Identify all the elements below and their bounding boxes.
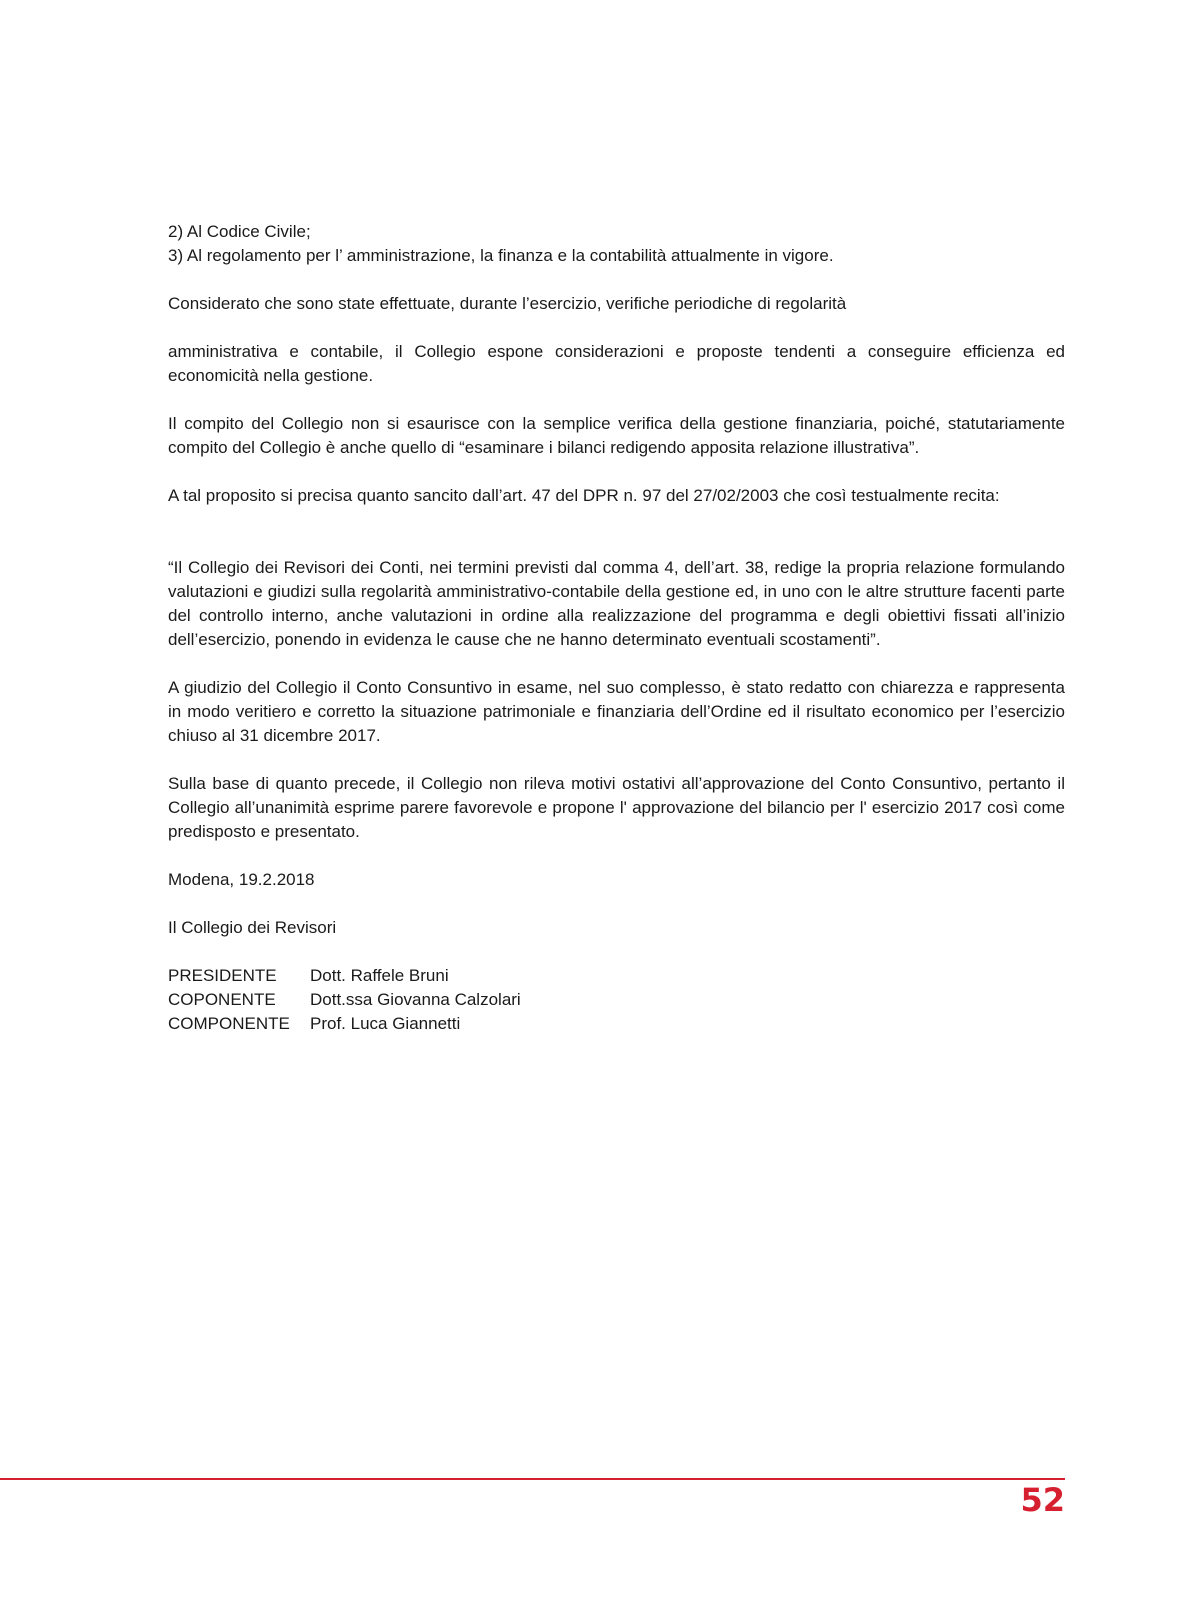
signatory-name: Prof. Luca Giannetti bbox=[310, 1014, 461, 1033]
signatory-row bbox=[168, 964, 1065, 988]
footer-divider bbox=[0, 1478, 1065, 1480]
signatory-name: Dott. Raffele Bruni bbox=[310, 966, 449, 985]
paragraph-proposito: A tal proposito si precisa quanto sancito dall’art. 47 del DPR n. 97 del 27/02/2003 che così testualmente recita: bbox=[168, 486, 1000, 505]
signatory-role: PRESIDENTE bbox=[168, 966, 277, 985]
list-item-codice-civile: 2) Al Codice Civile; bbox=[168, 222, 311, 241]
list-item-regolamento: 3) Al regolamento per l’ amministrazione, la finanza e la contabilità attualmente in vigore. bbox=[168, 246, 834, 265]
paragraph-compito: Il compito del Collegio non si esaurisce con la semplice verifica della gestione finanziaria, poiché, statutariamente compito del Collegio è anche quello di “esaminare i bilanci redigendo apposita relazione illustrativa”. bbox=[168, 414, 1065, 457]
paragraph-giudizio: A giudizio del Collegio il Conto Consuntivo in esame, nel suo complesso, è stato redatto con chiarezza e rappresenta in modo veritiero e corretto la situazione patrimoniale e finanziaria dell’Ordine ed il risultato economico per l’esercizio chiuso al 31 dicembre 2017. bbox=[168, 678, 1065, 745]
place-date: Modena, 19.2.2018 bbox=[168, 870, 315, 889]
quotation-dpr-art-47: “Il Collegio dei Revisori dei Conti, nei termini previsti dal comma 4, dell’art. 38, redige la propria relazione formulando valutazioni e giudizi sulla regolarità amministrativo-contabile della gestione ed, in uno con le altre strutture facenti parte del controllo interno, anche valutazioni in ordine alla realizzazione del programma e degli obiettivi fissati all’inizio dell’esercizio, ponendo in evidenza le cause che ne hanno determinato eventuali scostamenti”. bbox=[168, 558, 1065, 649]
paragraph-conclusione: Sulla base di quanto precede, il Collegio non rileva motivi ostativi all’approvazione del Conto Consuntivo, pertanto il Collegio all’unanimità esprime parere favorevole e propone l' approvazione del bilancio per l' esercizio 2017 così come predisposto e presentato. bbox=[168, 774, 1065, 841]
paragraph-verifiche-part-1: Considerato che sono state effettuate, durante l’esercizio, verifiche periodiche di regolarità bbox=[168, 294, 847, 313]
signatory-role: COPONENTE bbox=[168, 990, 276, 1009]
page-number: 52 bbox=[1020, 1481, 1065, 1519]
signatory-name: Dott.ssa Giovanna Calzolari bbox=[310, 990, 521, 1009]
signatory-row bbox=[168, 1012, 1065, 1036]
signatory-row bbox=[168, 988, 1065, 1012]
signatory-role: COMPONENTE bbox=[168, 1014, 290, 1033]
paragraph-verifiche-part-2: amministrativa e contabile, il Collegio espone considerazioni e proposte tendenti a conseguire efficienza ed economicità nella gestione. bbox=[168, 342, 1065, 385]
signatories-list bbox=[168, 964, 1065, 1036]
document-body bbox=[168, 220, 1065, 1036]
signature-heading: Il Collegio dei Revisori bbox=[168, 918, 337, 937]
